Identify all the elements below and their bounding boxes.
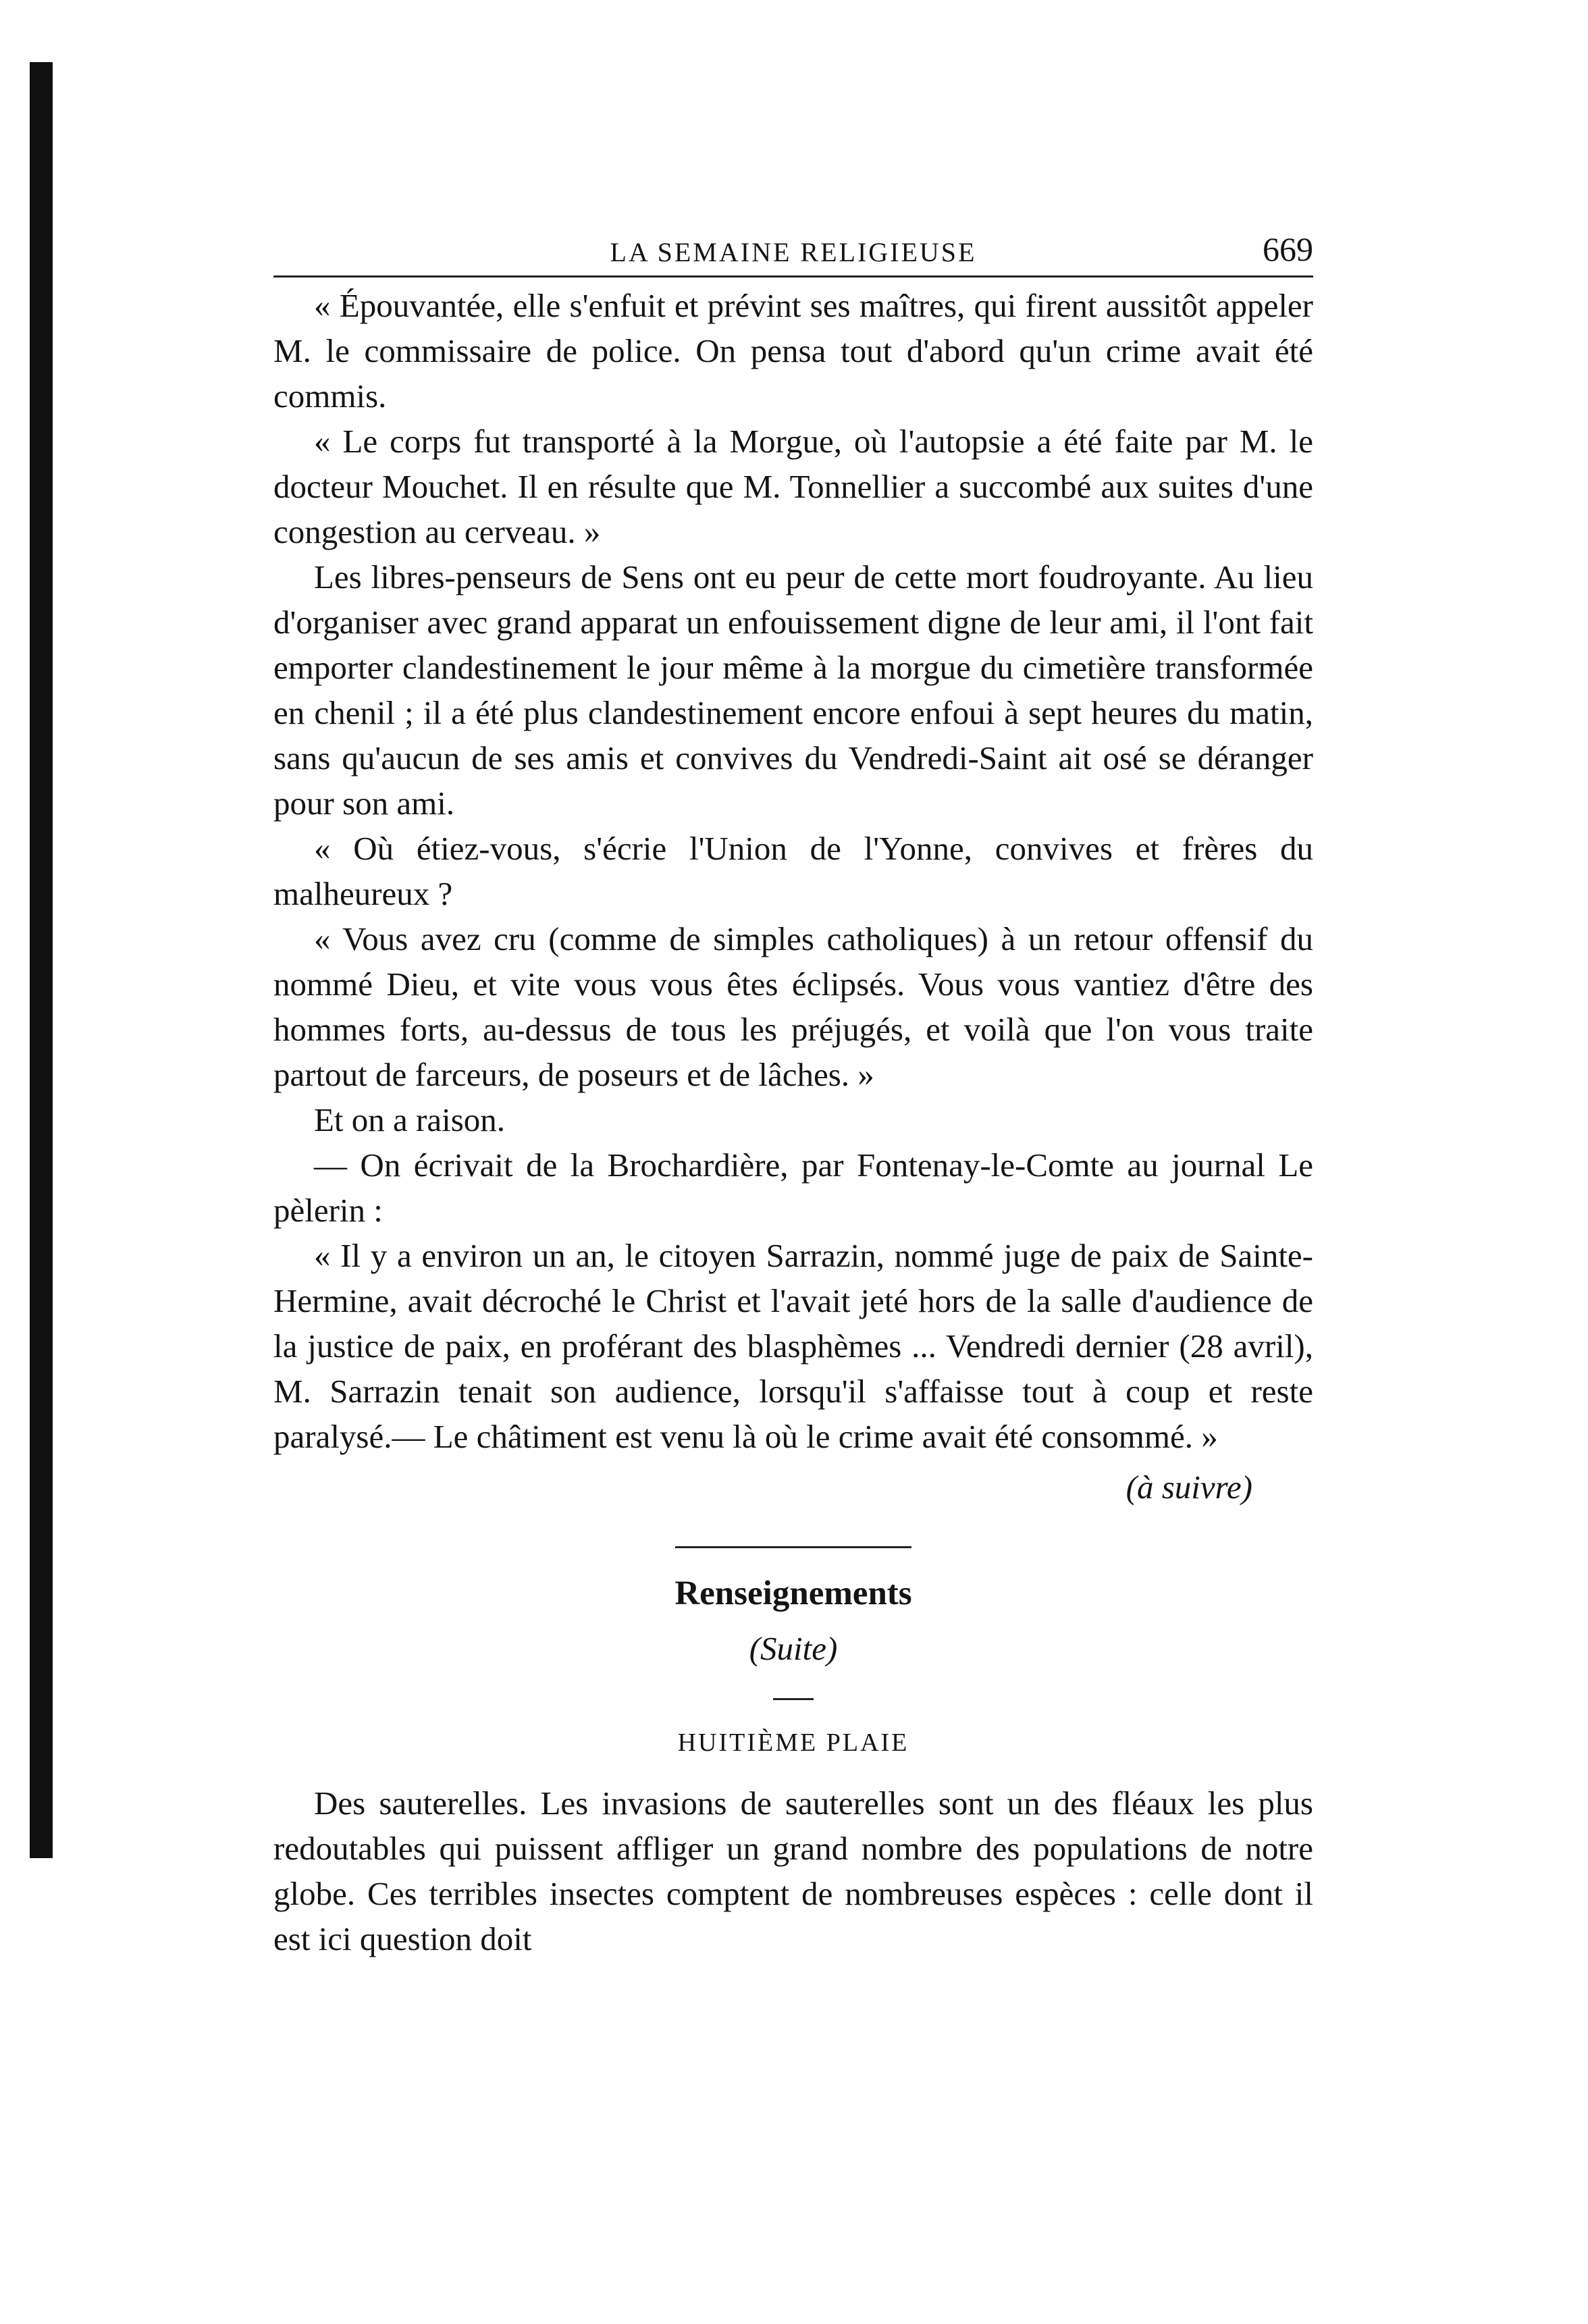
page: [273, 230, 1313, 1961]
paragraph: « Où étiez-vous, s'écrie l'Union de l'Yonne, convives et frères du malheureux ?: [273, 830, 1313, 912]
running-title: LA SEMAINE RELIGIEUSE: [610, 237, 977, 267]
paragraph: — On écrivait de la Brochardière, par Fontenay-le-Comte au journal Le pèlerin :: [273, 1146, 1313, 1229]
paragraph: Et on a raison.: [314, 1101, 506, 1138]
page-number: 669: [1263, 230, 1313, 268]
paragraph: « Vous avez cru (comme de simples catholiques) à un retour offensif du nommé Dieu, et vite vous vous êtes éclipsés. Vous vous vantiez d'être des hommes forts, au-dessus de tous les préjugés, et voilà que l'on vous traite partout de farceurs, de poseurs et de lâches. »: [273, 920, 1313, 1093]
to-be-continued: (à suivre): [1126, 1469, 1252, 1506]
body-text: [273, 283, 1313, 1961]
section-divider: [675, 1546, 911, 1548]
binding-edge: [30, 62, 53, 1858]
plaie-title: HUITIÈME PLAIE: [677, 1728, 909, 1757]
paragraph: « Le corps fut transporté à la Morgue, où l'autopsie a été faite par M. le docteur Mouchet. Il en résulte que M. Tonnellier a succombé aux suites d'une congestion au cerveau. »: [273, 423, 1313, 550]
running-head: [273, 230, 1313, 278]
section-subheading: (Suite): [749, 1630, 838, 1667]
paragraph: Les libres-penseurs de Sens ont eu peur de cette mort foudroyante. Au lieu d'organiser avec grand apparat un enfouissement digne de leur ami, il l'ont fait emporter clandestinement le jour même à la morgue du cimetière transformée en chenil ; il a été plus clandestinement encore enfoui à sept heures du matin, sans qu'aucun de ses amis et convives du Vendredi-Saint ait osé se déranger pour son ami.: [273, 558, 1313, 822]
short-divider: [773, 1698, 814, 1700]
section-paragraph: Des sauterelles. Les invasions de sauterelles sont un des fléaux les plus redoutables qui puissent affliger un grand nombre des populations de notre globe. Ces terribles insectes comptent de nombreuses espèces : celle dont il est ici question doit: [273, 1785, 1313, 1957]
paragraph: « Épouvantée, elle s'enfuit et prévint ses maîtres, qui firent aussitôt appeler M. le commissaire de police. On pensa tout d'abord qu'un crime avait été commis.: [273, 287, 1313, 415]
section-heading: Renseignements: [674, 1575, 912, 1612]
paragraph: « Il y a environ un an, le citoyen Sarrazin, nommé juge de paix de Sainte-Hermine, avait décroché le Christ et l'avait jeté hors de la salle d'audience de la justice de paix, en proférant des blasphèmes ... Vendredi dernier (28 avril), M. Sarrazin tenait son audience, lorsqu'il s'affaisse tout à coup et reste paralysé.— Le châtiment est venu là où le crime avait été consommé. »: [273, 1237, 1313, 1455]
